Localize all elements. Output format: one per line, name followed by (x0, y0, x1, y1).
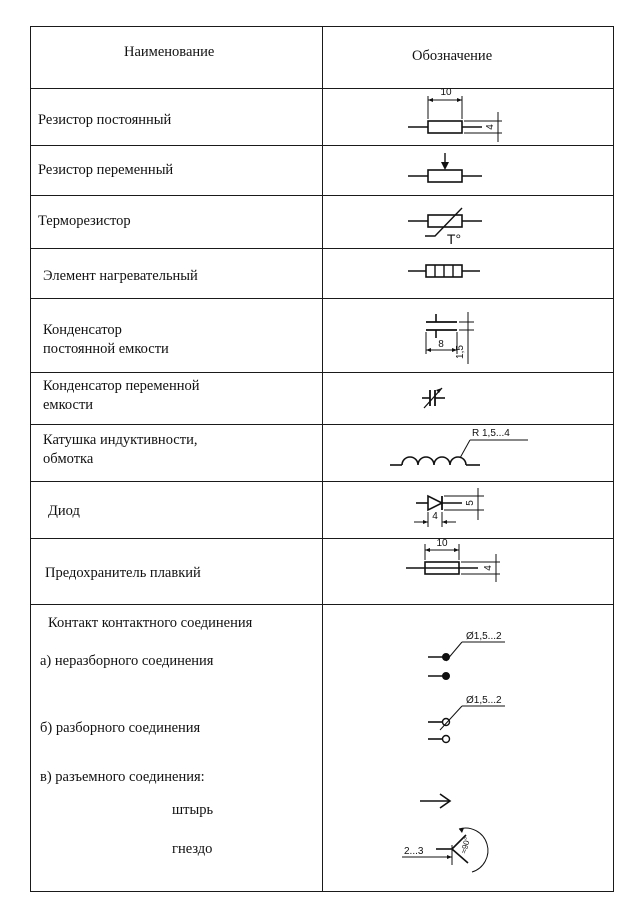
diode-height-dim: 5 (465, 500, 476, 506)
row-name-resistor-variable: Резистор переменный (38, 162, 174, 178)
socket-length-dim: 2...3 (404, 846, 424, 857)
row-name-inductor-2: обмотка (43, 451, 94, 467)
capacitor-plate-dim: 1,5 (455, 345, 466, 359)
resistor-width-dim: 4 (485, 124, 496, 130)
resistor-variable-symbol (408, 153, 482, 182)
fuse-length-dim: 10 (436, 538, 448, 549)
contact-a-symbol (428, 642, 505, 680)
contacts-title: Контакт контактного соединения (48, 615, 253, 631)
pin-symbol (420, 794, 450, 808)
header-designation: Обозначение (412, 48, 493, 64)
row-name-capacitor-fixed-2: постоянной емкости (43, 341, 169, 357)
capacitor-variable-symbol (422, 388, 445, 408)
row-name-thermistor: Терморезистор (38, 213, 131, 229)
contact-a-name: а) неразборного соединения (40, 653, 214, 669)
fuse-symbol (406, 544, 500, 582)
row-name-capacitor-variable-2: емкости (43, 397, 94, 413)
capacitor-gap-dim: 8 (438, 339, 444, 350)
row-name-capacitor-variable-1: Конденсатор переменной (43, 378, 200, 394)
resistor-fixed-symbol (408, 96, 502, 142)
contact-socket-name: гнездо (172, 841, 213, 857)
contact-b-symbol (428, 706, 505, 743)
diode-width-dim: 4 (432, 511, 438, 522)
contact-pin-name: штырь (172, 802, 214, 818)
inductor-radius-dim: R 1,5...4 (472, 428, 510, 439)
row-name-heating-element: Элемент нагревательный (43, 268, 198, 284)
socket-angle-dim: ≈90° (459, 836, 473, 855)
contact-a-diameter-dim: Ø1,5...2 (466, 631, 502, 642)
capacitor-fixed-symbol (426, 312, 474, 364)
row-name-inductor-1: Катушка индуктивности, (43, 432, 198, 448)
resistor-length-dim: 10 (440, 87, 452, 98)
contact-c-name: в) разъемного соединения: (40, 769, 205, 785)
row-name-resistor-fixed: Резистор постоянный (38, 112, 172, 128)
row-name-diode: Диод (48, 503, 80, 519)
heating-element-symbol (408, 265, 480, 277)
row-name-fuse: Предохранитель плавкий (45, 565, 201, 581)
contact-b-name: б) разборного соединения (40, 720, 201, 736)
thermistor-symbol (408, 208, 482, 236)
contact-b-diameter-dim: Ø1,5...2 (466, 695, 502, 706)
diode-symbol (414, 488, 484, 527)
header-name: Наименование (124, 44, 215, 60)
row-name-capacitor-fixed-1: Конденсатор (43, 322, 122, 338)
fuse-width-dim: 4 (483, 565, 494, 571)
thermistor-temp-label: T° (446, 231, 462, 247)
inductor-symbol (390, 440, 528, 465)
